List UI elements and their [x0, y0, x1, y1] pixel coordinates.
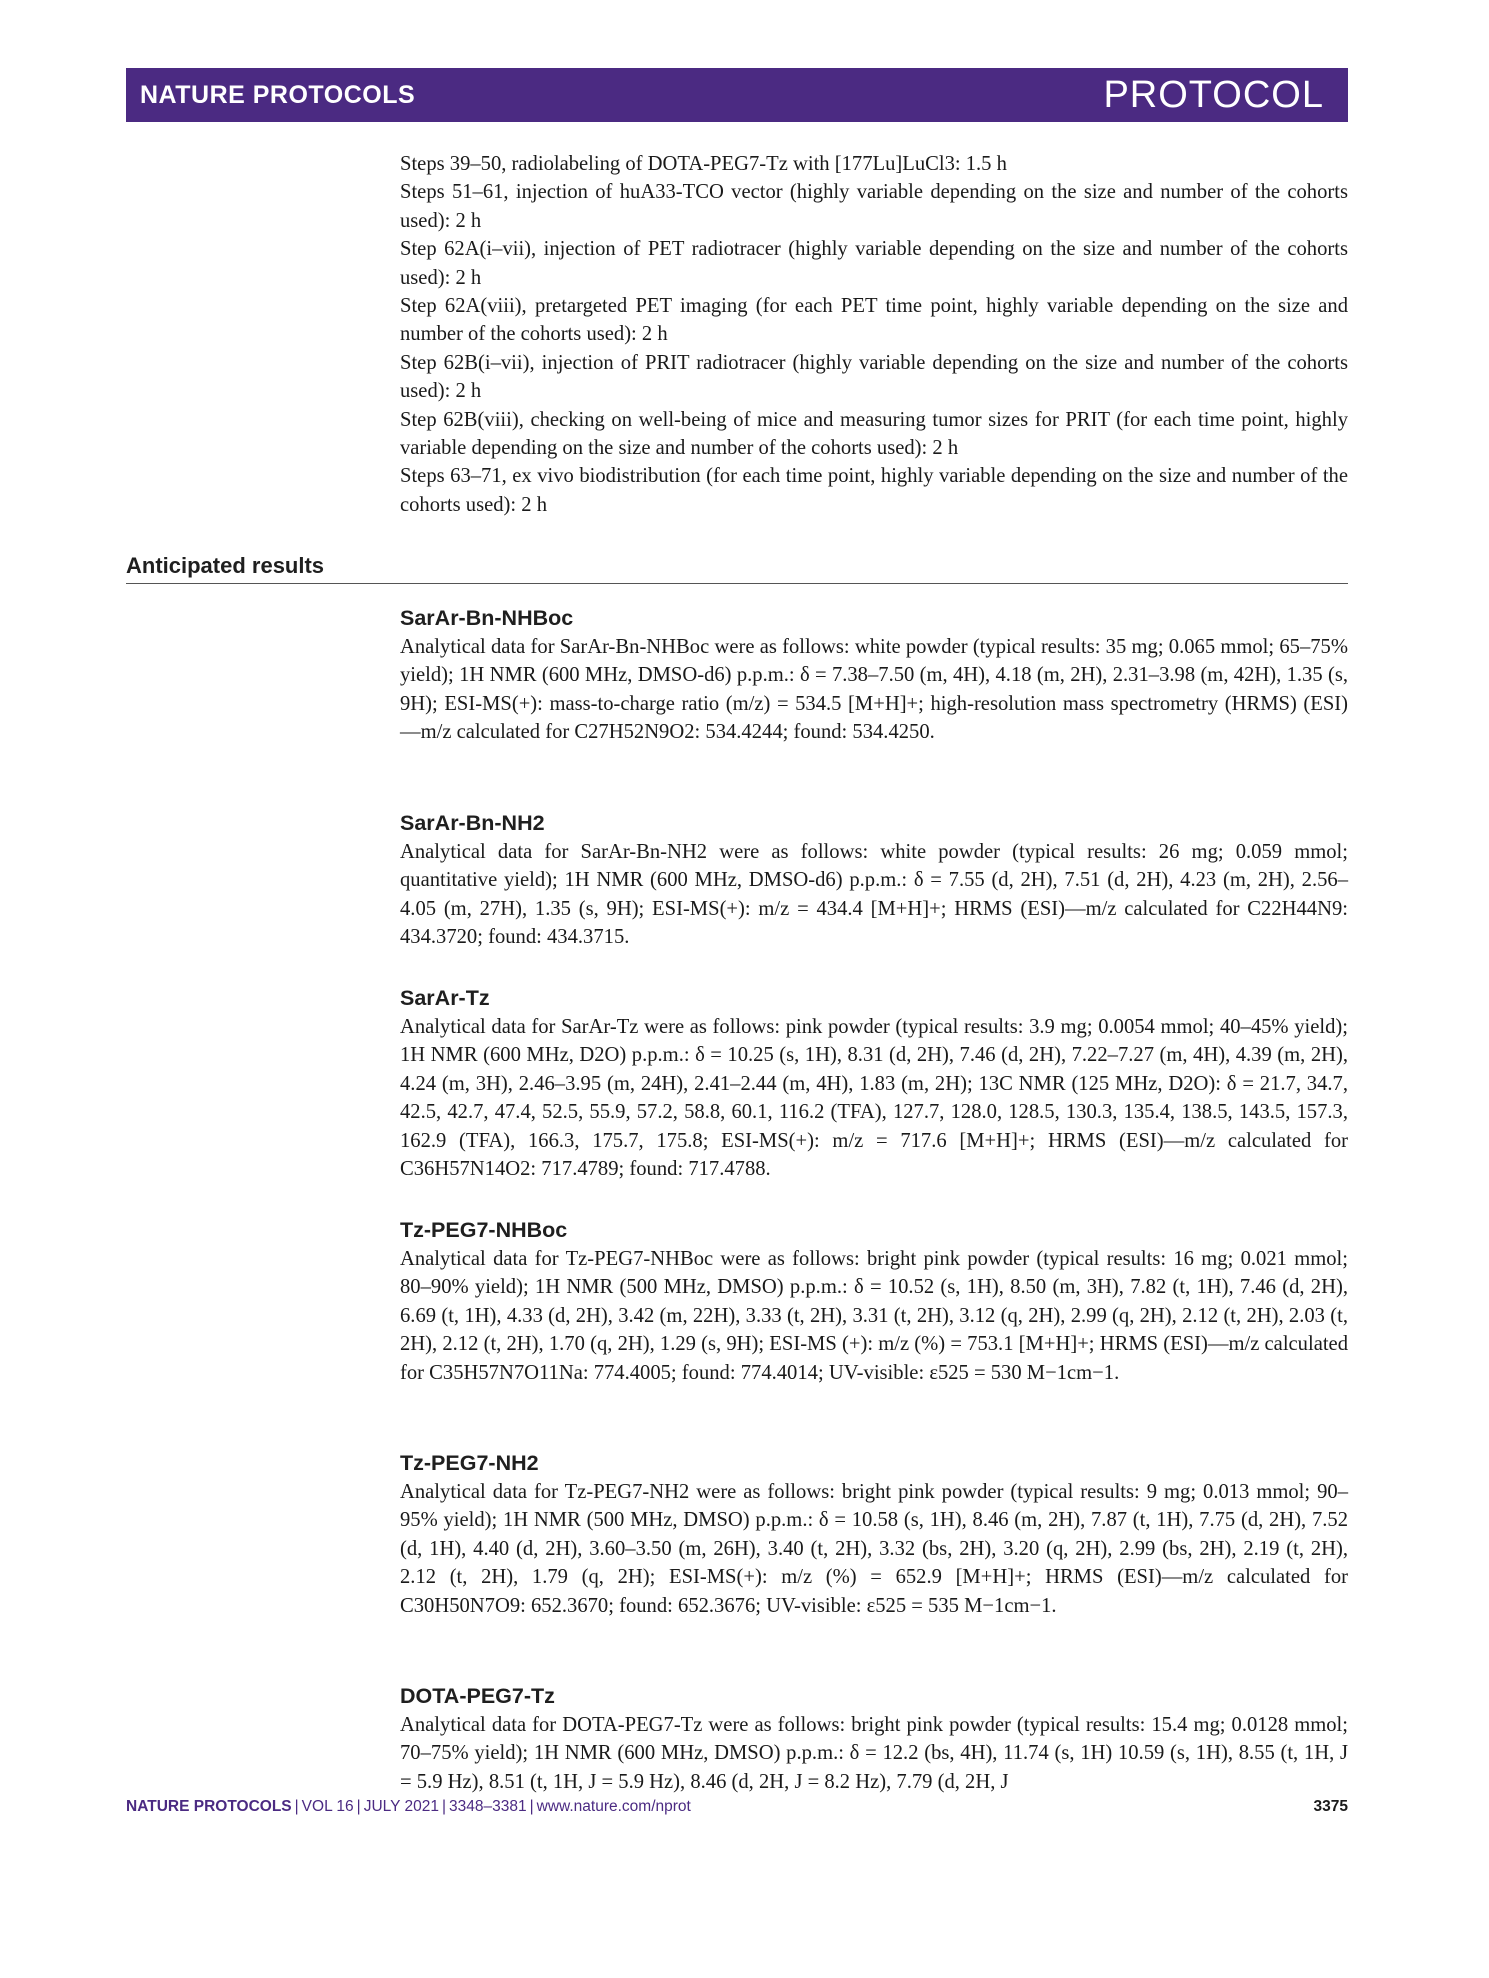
- footer-volume: VOL 16: [301, 1798, 354, 1815]
- compound-analytical-data: Analytical data for Tz-PEG7-NH2 were as follows: bright pink powder (typical results: 9 mg; 0.013 mmol; 90–95% yield); 1H NMR (500 MHz, DMSO) p.p.m.: δ = 10.58 (s, 1H), 8.46 (m, 2H), 7.87 (t, 1H), 7.75 (d, 2H), 7.52 (d, 1H), 4.40 (d, 2H), 3.60–3.50 (m, 26H), 3.40 (t, 2H), 3.32 (bs, 2H), 3.20 (q, 2H), 2.99 (bs, 2H), 2.19 (t, 2H), 2.12 (t, 2H), 1.79 (q, 2H); ESI-MS(+): m/z (%) = 652.9 [M+H]+; HRMS (ESI)—m/z calculated for C30H50N7O9: 652.3670; found: 652.3676; UV-visible: ε525 = 535 M−1cm−1.: [400, 1481, 1348, 1617]
- compound-entry: [400, 983, 1348, 1183]
- compound-title: SarAr-Bn-NHBoc: [400, 606, 574, 630]
- timing-item: Step 62B(i–vii), injection of PRIT radiotracer (highly variable depending on the size and number of the cohorts used): 2 h: [400, 351, 1348, 403]
- footer-url-link[interactable]: www.nature.com/nprot: [536, 1798, 691, 1815]
- compound-title: SarAr-Tz: [400, 986, 490, 1010]
- timing-item: Step 62A(i–vii), injection of PET radiotracer (highly variable depending on the size and number of the cohorts used): 2 h: [400, 238, 1348, 289]
- compound-entry: [400, 1448, 1348, 1620]
- compound-title: SarAr-Bn-NH2: [400, 811, 545, 835]
- compound-analytical-data: Analytical data for SarAr-Tz were as follows: pink powder (typical results: 3.9 mg; 0.0054 mmol; 40–45% yield); 1H NMR (600 MHz, D2O) p.p.m.: δ = 10.25 (s, 1H), 8.31 (d, 2H), 7.46 (d, 2H), 7.22–7.27 (m, 4H), 4.39 (m, 2H), 4.24 (m, 3H), 2.46–3.95 (m, 24H), 2.41–2.44 (m, 4H), 1.83 (m, 2H); 13C NMR (125 MHz, D2O): δ = 21.7, 34.7, 42.5, 42.7, 47.4, 52.5, 55.9, 57.2, 58.8, 60.1, 116.2 (TFA), 127.7, 128.0, 128.5, 130.3, 135.4, 138.5, 143.5, 157.3, 162.9 (TFA), 166.3, 175.7, 175.8; ESI-MS(+): m/z = 717.6 [M+H]+; HRMS (ESI)—m/z calculated for C36H57N14O2: 717.4789; found: 717.4788.: [400, 1016, 1348, 1181]
- footer-journal: NATURE PROTOCOLS: [126, 1798, 292, 1815]
- compound-analytical-data: Analytical data for SarAr-Bn-NHBoc were as follows: white powder (typical results: 35 mg; 0.065 mmol; 65–75% yield); 1H NMR (600 MHz, DMSO-d6) p.p.m.: δ = 7.38–7.50 (m, 4H), 4.18 (m, 2H), 2.31–3.98 (m, 42H), 1.35 (s, 9H); ESI-MS(+): mass-to-charge ratio (m/z) = 534.5 [M+H]+; high-resolution mass spectrometry (HRMS) (ESI)—m/z calculated for C27H52N9O2: 534.4244; found: 534.4250.: [400, 636, 1348, 744]
- journal-header-bar: [126, 68, 1348, 122]
- compound-entry: [400, 603, 1348, 747]
- timing-item: Steps 63–71, ex vivo biodistribution (for each time point, highly variable depending on the size and number of the cohorts used): 2 h: [400, 465, 1348, 516]
- timing-item: Steps 39–50, radiolabeling of DOTA-PEG7-Tz with [177Lu]LuCl3: 1.5 h: [400, 153, 1007, 175]
- compound-analytical-data: Analytical data for DOTA-PEG7-Tz were as follows: bright pink powder (typical results: 15.4 mg; 0.0128 mmol; 70–75% yield); 1H NMR (600 MHz, DMSO) p.p.m.: δ = 12.2 (bs, 4H), 11.74 (s, 1H) 10.59 (s, 1H), 8.55 (t, 1H, J = 5.9 Hz), 8.51 (t, 1H, J = 5.9 Hz), 8.46 (d, 2H, J = 8.2 Hz), 7.79 (d, 2H, J: [400, 1714, 1348, 1793]
- compound-title: DOTA-PEG7-Tz: [400, 1684, 555, 1708]
- article-type-label: PROTOCOL: [1103, 74, 1324, 116]
- compound-title: Tz-PEG7-NH2: [400, 1451, 539, 1475]
- journal-name: NATURE PROTOCOLS: [140, 81, 416, 109]
- page-number: 3375: [1313, 1798, 1348, 1815]
- timing-item: Steps 51–61, injection of huA33-TCO vector (highly variable depending on the size and number of the cohorts used): 2 h: [400, 181, 1348, 232]
- timing-item: Step 62B(viii), checking on well-being of mice and measuring tumor sizes for PRIT (for each time point, highly variable depending on the size and number of the cohorts used): 2 h: [400, 408, 1348, 460]
- compound-analytical-data: Analytical data for SarAr-Bn-NH2 were as follows: white powder (typical results: 26 mg; 0.059 mmol; quantitative yield); 1H NMR (600 MHz, DMSO-d6) p.p.m.: δ = 7.55 (d, 2H), 7.51 (d, 2H), 4.23 (m, 2H), 2.56–4.05 (m, 27H), 1.35 (s, 9H); ESI-MS(+): m/z = 434.4 [M+H]+; HRMS (ESI)—m/z calculated for C22H44N9: 434.3720; found: 434.3715.: [400, 841, 1348, 949]
- compound-entry: [400, 808, 1348, 952]
- section-heading: Anticipated results: [126, 553, 325, 578]
- compound-title: Tz-PEG7-NHBoc: [400, 1218, 568, 1242]
- compound-entry: [400, 1215, 1348, 1387]
- footer-pages: 3348–3381: [449, 1798, 527, 1815]
- timing-item: Step 62A(viii), pretargeted PET imaging (for each PET time point, highly variable depending on the size and number of the cohorts used): 2 h: [400, 295, 1348, 346]
- compound-analytical-data: Analytical data for Tz-PEG7-NHBoc were as follows: bright pink powder (typical results: 16 mg; 0.021 mmol; 80–90% yield); 1H NMR (500 MHz, DMSO) p.p.m.: δ = 10.52 (s, 1H), 8.50 (m, 3H), 7.82 (t, 1H), 7.46 (d, 2H), 6.69 (t, 1H), 4.33 (d, 2H), 3.42 (m, 22H), 3.33 (t, 2H), 3.31 (t, 2H), 3.12 (q, 2H), 2.99 (q, 2H), 2.12 (t, 2H), 2.03 (t, 2H), 2.12 (t, 2H), 1.70 (q, 2H), 1.29 (s, 9H); ESI-MS (+): m/z (%) = 753.1 [M+H]+; HRMS (ESI)—m/z calculated for C35H57N7O11Na: 774.4005; found: 774.4014; UV-visible: ε525 = 530 M−1cm−1.: [400, 1248, 1348, 1384]
- compound-entry: [400, 1681, 1348, 1796]
- section-divider: [126, 583, 1348, 584]
- timing-list: [400, 150, 1348, 519]
- footer-issue: JULY 2021: [363, 1798, 439, 1815]
- footer-citation: NATURE PROTOCOLS | VOL 16 | JULY 2021 | 3348–3381 | www.nature.com/nprot: [126, 1798, 691, 1815]
